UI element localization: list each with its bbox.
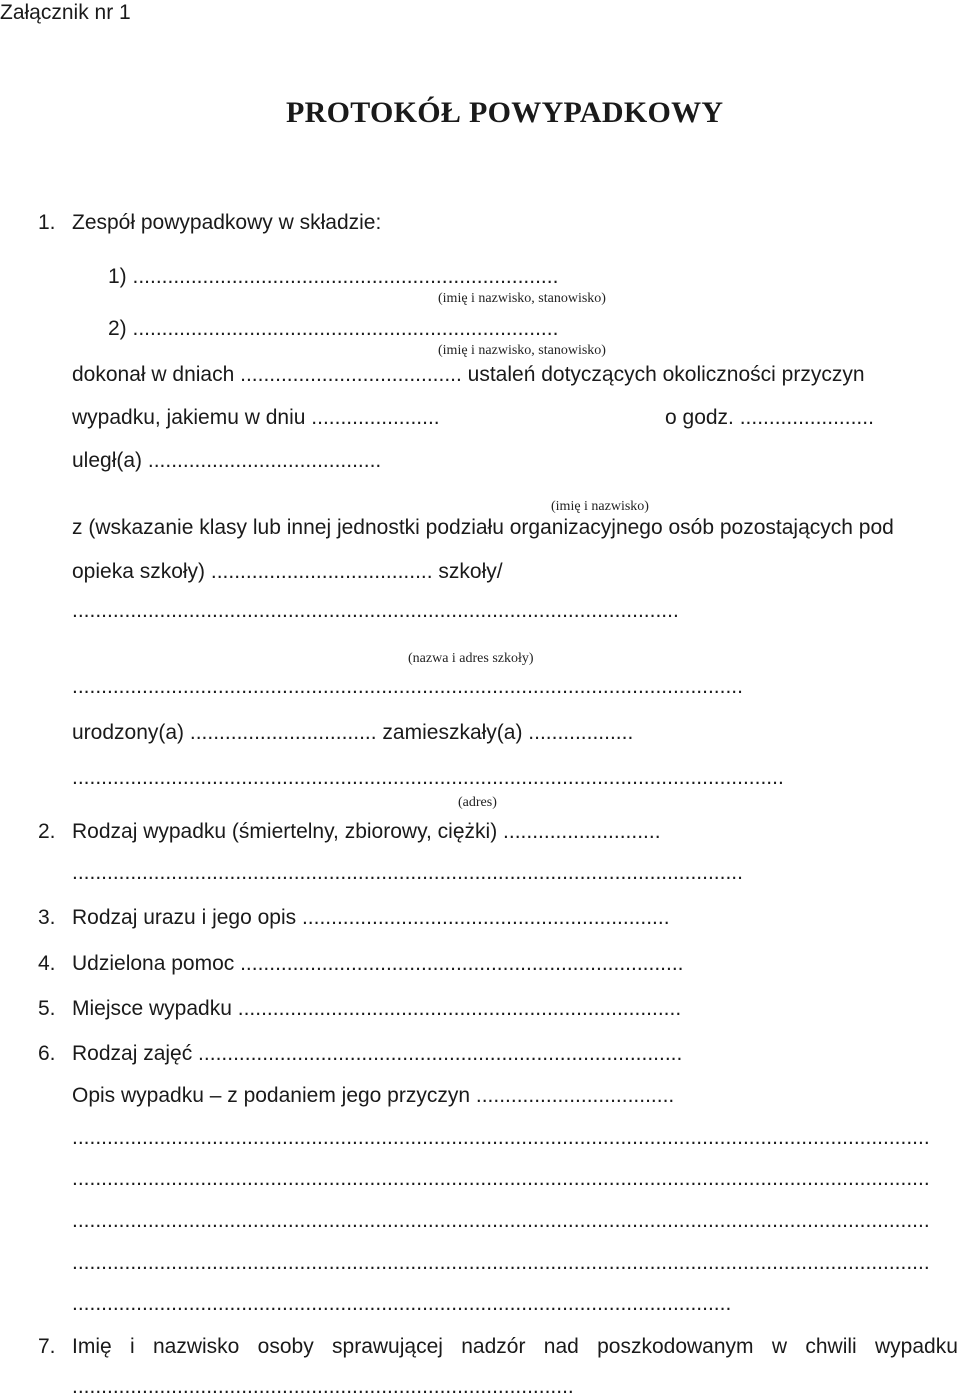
birth-residence-line: urodzony(a) ................................ zamieszkały(a) ..................	[72, 721, 634, 744]
team-member-2-caption: (imię i nazwisko, stanowisko)	[438, 343, 606, 358]
wypadku-time-line: o godz. .......................	[665, 406, 874, 429]
item-number: 3.	[38, 906, 56, 929]
supervisor-word: chwili	[805, 1335, 857, 1358]
item-number: 5.	[38, 997, 56, 1020]
school-line-1: ........................................................................................................	[72, 599, 679, 622]
team-member-2-line: 2) .........................................................................	[108, 317, 559, 340]
aid-line: Udzielona pomoc ............................................................................	[72, 952, 684, 975]
address-line: ..........................................................................................................................	[72, 766, 784, 789]
activity-line: Rodzaj zajęć ...................................................................................	[72, 1042, 683, 1065]
team-label: Zespół powypadkowy w składzie:	[72, 211, 382, 234]
supervisor-word: sprawującej	[332, 1335, 443, 1358]
school-line-2: ...................................................................................................................	[72, 675, 743, 698]
document-title: PROTOKÓŁ POWYPADKOWY	[286, 96, 724, 129]
supervisor-word: w	[771, 1335, 788, 1358]
description-line: .................................................................................................................	[72, 1292, 732, 1315]
accident-type-continuation: ...................................................................................................................	[72, 861, 743, 884]
attachment-label: Załącznik nr 1	[0, 1, 131, 24]
place-line: Miejsce wypadku ............................................................................	[72, 997, 682, 1020]
school-caption: (nazwa i adres szkoły)	[408, 651, 534, 666]
accident-type-line: Rodzaj wypadku (śmiertelny, zbiorowy, ciężki) ...........................	[72, 820, 661, 843]
section-number: 1.	[38, 211, 56, 234]
description-line: ...................................................................................................................................................	[72, 1209, 930, 1232]
supervisor-word: Imię	[72, 1335, 112, 1358]
wypadku-date-line: wypadku, jakiemu w dniu ......................	[72, 406, 440, 429]
description-line: ...................................................................................................................................................	[72, 1167, 930, 1190]
opieka-line: opieka szkoły) ...................................... szkoły/	[72, 560, 503, 583]
dokonal-line: dokonał w dniach ...................................... ustaleń dotyczących okoliczności przyczyn	[72, 363, 865, 386]
address-caption: (adres)	[458, 795, 497, 810]
klasa-line: z (wskazanie klasy lub innej jednostki podziału organizacyjnego osób pozostających pod	[72, 516, 894, 539]
supervisor-dotted-line: ......................................................................................	[72, 1375, 574, 1398]
team-member-1-line: 1) .........................................................................	[108, 265, 559, 288]
supervisor-word: wypadku	[875, 1335, 958, 1358]
description-line: ...................................................................................................................................................	[72, 1126, 930, 1149]
supervisor-word: nazwisko	[152, 1335, 240, 1358]
description-heading: Opis wypadku – z podaniem jego przyczyn ..................................	[72, 1084, 675, 1107]
supervisor-word: nadzór	[461, 1335, 526, 1358]
description-line: ...................................................................................................................................................	[72, 1251, 930, 1274]
supervisor-word: nad	[543, 1335, 579, 1358]
item-number: 2.	[38, 820, 56, 843]
item-number: 6.	[38, 1042, 56, 1065]
supervisor-word: osoby	[257, 1335, 314, 1358]
ulegl-caption: (imię i nazwisko)	[551, 499, 649, 514]
supervisor-line	[72, 1334, 958, 1360]
item-number: 4.	[38, 952, 56, 975]
supervisor-word: poszkodowanym	[597, 1335, 754, 1358]
item-number: 7.	[38, 1335, 56, 1358]
team-member-1-caption: (imię i nazwisko, stanowisko)	[438, 291, 606, 306]
supervisor-word: i	[130, 1335, 135, 1358]
injury-line: Rodzaj urazu i jego opis ...............................................................	[72, 906, 670, 929]
ulegl-line: uległ(a) ........................................	[72, 449, 382, 472]
